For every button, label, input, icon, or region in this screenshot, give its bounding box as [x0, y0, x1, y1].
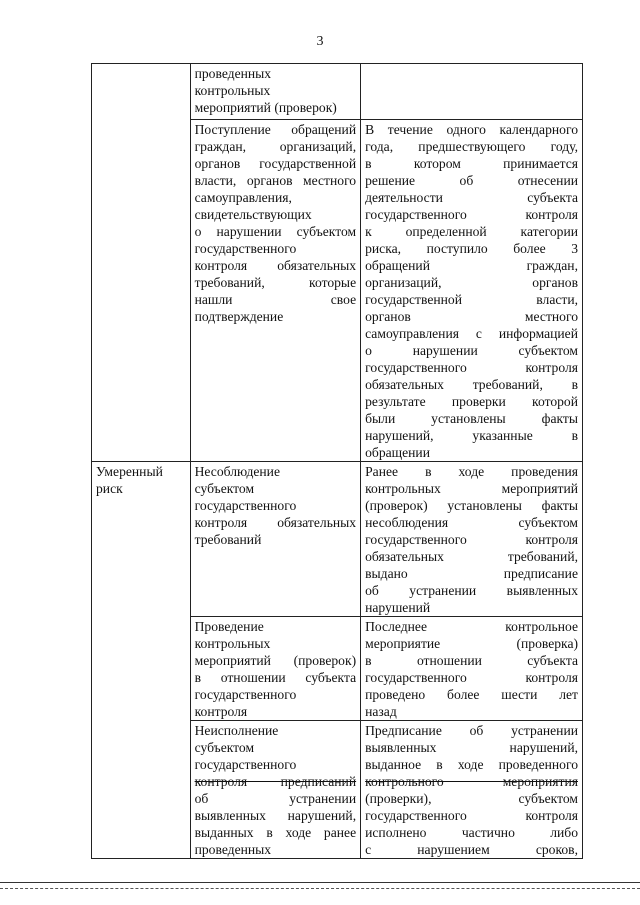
condition-cell	[361, 64, 583, 120]
text-line: подтверждение	[194, 309, 284, 324]
text-line: в котором принимается	[365, 156, 578, 171]
text-line: в отношении субъекта	[194, 670, 357, 685]
text-line: проведено более шести лет	[365, 687, 578, 702]
text-line: Неисполнение	[194, 723, 279, 738]
text-line: самоуправления,	[194, 190, 292, 205]
text-line: государственного	[194, 498, 297, 513]
text-line: риска, поступило более 3	[365, 241, 578, 256]
text-line: Ранее в ходе проведения	[365, 464, 578, 479]
text-line: выданное в ходе проведенного	[365, 757, 578, 772]
page-number: 3	[316, 34, 324, 49]
text-line: мероприятие (проверка)	[365, 636, 578, 651]
text-line: проведенных	[194, 66, 272, 81]
text-line: о нарушении субъектом	[194, 224, 357, 239]
text-line: Предписание об устранении	[365, 723, 578, 738]
condition-cell	[361, 120, 583, 462]
text-line: (проверки), субъектом	[365, 791, 578, 806]
text-line: выданных в ходе ранее	[194, 825, 357, 840]
text-line: государственного	[194, 687, 297, 702]
text-line: государственного	[194, 241, 297, 256]
text-line: государственного контроля	[365, 532, 578, 547]
risk-category-cell	[92, 462, 191, 859]
text-line: исполнено частично либо	[365, 825, 578, 840]
text-line: нарушений, указанные в	[365, 428, 578, 443]
risk-category-cell	[92, 64, 191, 462]
indicator-cell	[190, 617, 361, 721]
text-line: обязательных требований,	[365, 549, 578, 564]
text-line: нашли свое	[194, 292, 357, 307]
struck-text-line: контрольного мероприятия	[365, 774, 578, 789]
text-line: государственного контроля	[365, 207, 578, 222]
struck-text-line: контроля предписаний	[194, 774, 357, 789]
text-line: мероприятий (проверок)	[194, 100, 337, 115]
text-line: самоуправления с информацией	[365, 326, 578, 341]
footer-rule	[0, 888, 640, 889]
text-line: контроля обязательных	[194, 515, 357, 530]
text-line: требований, которые	[194, 275, 357, 290]
text-line: граждан, организаций,	[194, 139, 357, 154]
text-line: об устранении выявленных	[365, 583, 578, 598]
text-line: государственного контроля	[365, 360, 578, 375]
text-line: Поступление обращений	[194, 122, 357, 137]
risk-category-label: Умеренный риск	[96, 464, 163, 496]
text-line: были установлены факты	[365, 411, 578, 426]
text-line: выдано предписание	[365, 566, 578, 581]
indicator-cell	[190, 120, 361, 462]
condition-cell	[361, 721, 583, 859]
condition-cell	[361, 462, 583, 617]
text-line: органов местного	[365, 309, 578, 324]
text-line: Несоблюдение	[194, 464, 280, 479]
text-line: о нарушении субъектом	[365, 343, 578, 358]
text-line: контроля	[194, 704, 248, 719]
text-line: (проверок) установлены факты	[365, 498, 578, 513]
text-line: контроля обязательных	[194, 258, 357, 273]
text-line: органов государственной	[194, 156, 357, 171]
text-line: контрольных	[194, 83, 271, 98]
text-line: свидетельствующих	[194, 207, 312, 222]
text-line: контрольных	[194, 636, 271, 651]
footer-rule	[0, 882, 640, 883]
text-line: субъектом	[194, 740, 255, 755]
text-line: выявленных нарушений,	[365, 740, 578, 755]
text-line: В течение одного календарного	[365, 122, 578, 137]
text-line: года, предшествующего году,	[365, 139, 578, 154]
risk-criteria-table	[91, 63, 583, 859]
text-line: государственного контроля	[365, 670, 578, 685]
text-line: обязательных требований, в	[365, 377, 578, 392]
text-line: требований	[194, 532, 262, 547]
text-line: выявленных нарушений,	[194, 808, 357, 823]
condition-cell	[361, 617, 583, 721]
indicator-cell	[190, 721, 361, 859]
text-line: организаций, органов	[365, 275, 578, 290]
text-line: государственного	[194, 757, 297, 772]
text-line: результате проверки которой	[365, 394, 578, 409]
text-line: власти, органов местного	[194, 173, 357, 188]
text-line: государственной власти,	[365, 292, 578, 307]
table-row	[92, 64, 583, 120]
indicator-cell	[190, 64, 361, 120]
table-row	[92, 462, 583, 617]
text-line: Последнее контрольное	[365, 619, 578, 634]
text-line: обращении	[365, 445, 430, 460]
text-line: контрольных мероприятий	[365, 481, 578, 496]
text-line: Проведение	[194, 619, 264, 634]
text-line: несоблюдения субъектом	[365, 515, 578, 530]
text-line: государственного контроля	[365, 808, 578, 823]
indicator-cell	[190, 462, 361, 617]
text-line: мероприятий (проверок)	[194, 653, 357, 668]
text-line: субъектом	[194, 481, 255, 496]
text-line: нарушений	[365, 600, 431, 615]
text-line: деятельности субъекта	[365, 190, 578, 205]
text-line: решение об отнесении	[365, 173, 578, 188]
text-line: проведенных	[194, 842, 272, 857]
text-line: обращений граждан,	[365, 258, 578, 273]
text-line: к определенной категории	[365, 224, 578, 239]
text-line: об устранении	[194, 791, 357, 806]
text-line: с нарушением сроков,	[365, 842, 578, 857]
text-line: в отношении субъекта	[365, 653, 578, 668]
text-line: назад	[365, 704, 397, 719]
